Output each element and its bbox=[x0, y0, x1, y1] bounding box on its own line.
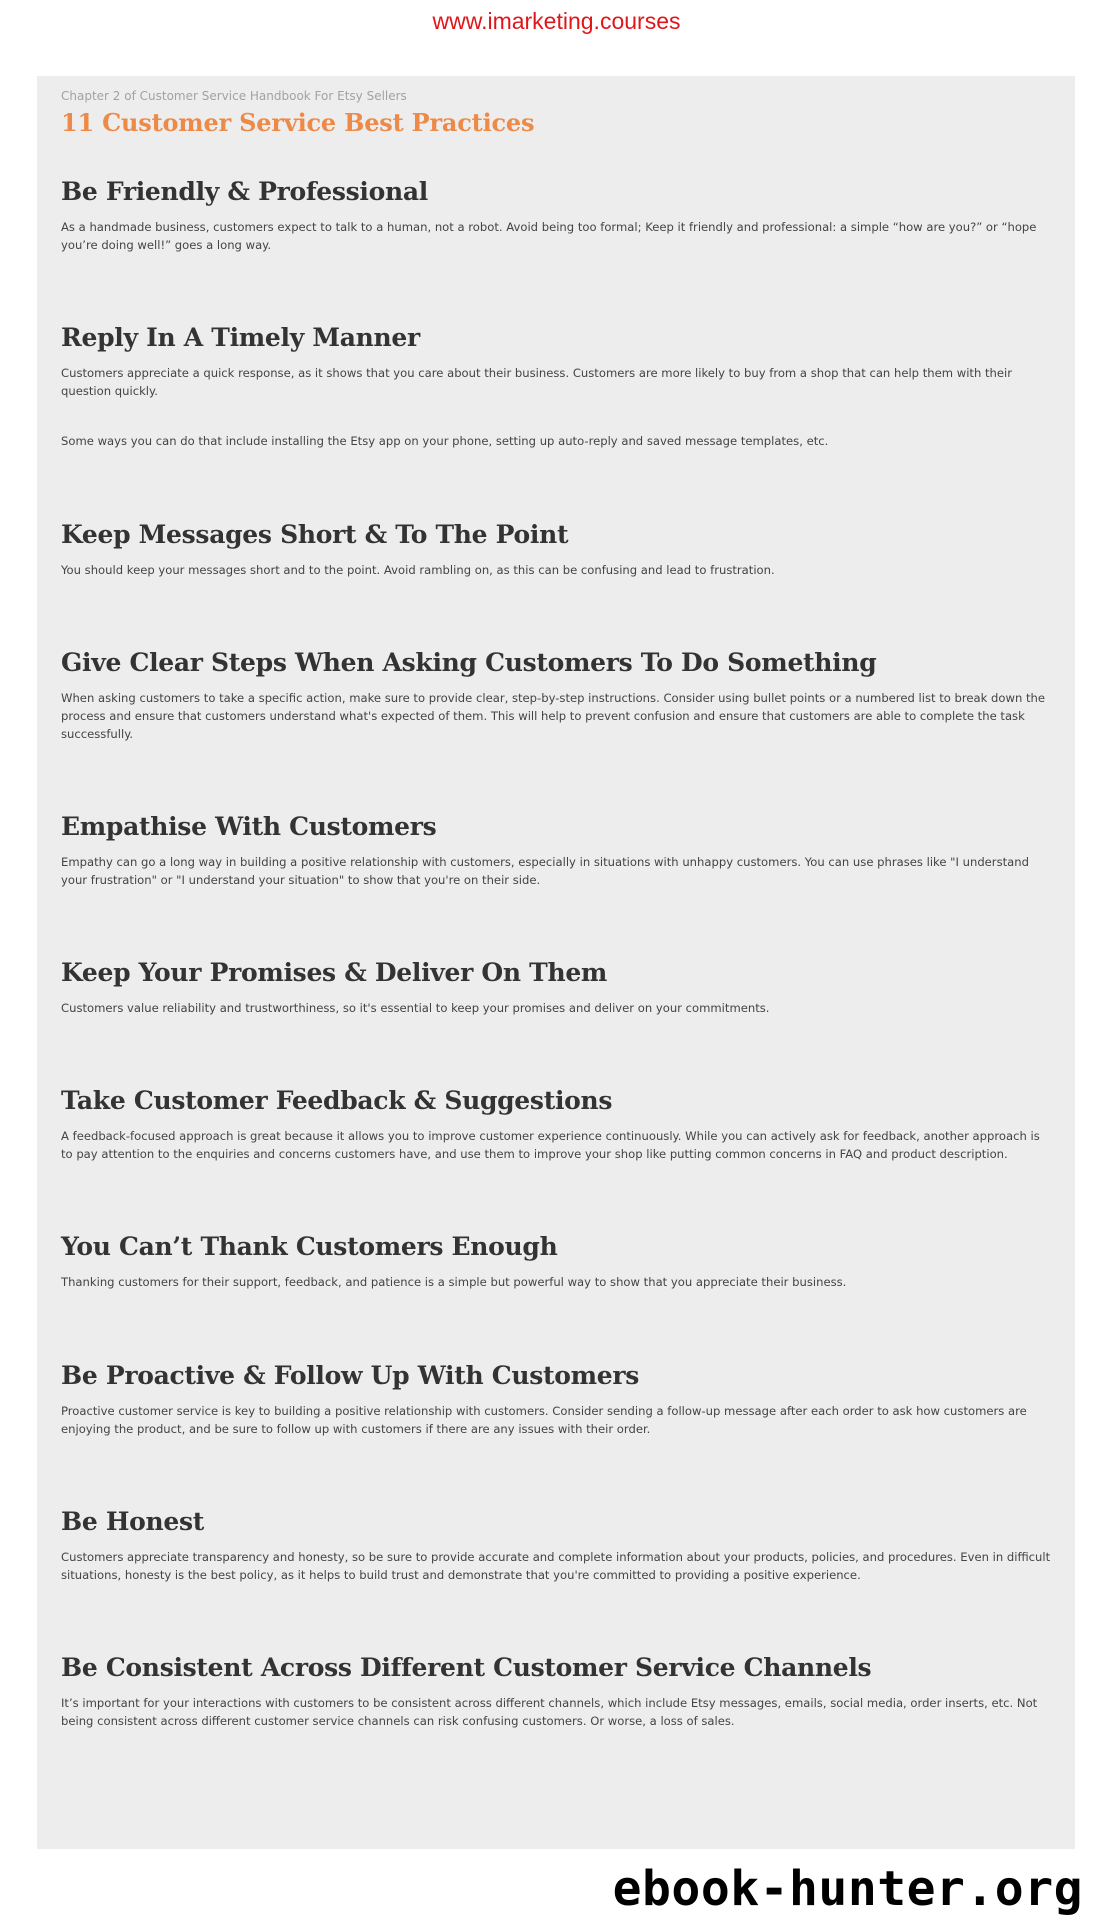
section-heading: Give Clear Steps When Asking Customers To Do Something bbox=[61, 648, 877, 677]
section-paragraph: As a handmade business, customers expect to talk to a human, not a robot. Avoid being too formal; Keep it friendly and professional: a simple “how are you?” or “hope you’re doing well!” goes a long way. bbox=[61, 220, 1037, 252]
page-title: 11 Customer Service Best Practices bbox=[61, 108, 535, 137]
section-paragraph: You should keep your messages short and to the point. Avoid rambling on, as this can be confusing and lead to frustration. bbox=[61, 563, 775, 577]
section-be-honest bbox=[61, 1506, 1051, 1584]
section-paragraph: Customers value reliability and trustworthiness, so it's essential to keep your promises and deliver on your commitments. bbox=[61, 1001, 770, 1015]
section-heading: Be Proactive & Follow Up With Customers bbox=[61, 1361, 640, 1390]
section-heading: Keep Messages Short & To The Point bbox=[61, 520, 569, 549]
section-heading: Be Honest bbox=[61, 1507, 205, 1536]
section-paragraph: Empathy can go a long way in building a positive relationship with customers, especially in situations with unhappy customers. You can use phrases like "I understand your frustration" or "I understand your situation" to show that you're on their side. bbox=[61, 855, 1029, 887]
section-heading: Take Customer Feedback & Suggestions bbox=[61, 1086, 613, 1115]
section-heading: Be Friendly & Professional bbox=[61, 177, 428, 206]
section-heading: Reply In A Timely Manner bbox=[61, 323, 420, 352]
section-empathise bbox=[61, 811, 1051, 889]
section-thank-customers bbox=[61, 1231, 1051, 1291]
section-heading: You Can’t Thank Customers Enough bbox=[61, 1232, 558, 1261]
section-friendly-professional bbox=[61, 176, 1051, 254]
section-paragraph: It’s important for your interactions with customers to be consistent across different channels, which include Etsy messages, emails, social media, order inserts, etc. Not being consistent across different customer service channels can risk confusing customers. Or worse, a loss of sales. bbox=[61, 1696, 1038, 1728]
section-paragraph: Thanking customers for their support, feedback, and patience is a simple but powerful way to show that you appreciate their business. bbox=[61, 1275, 847, 1289]
section-paragraph: Customers appreciate a quick response, as it shows that you care about their business. Customers are more likely to buy from a shop that can help them with their question quickly. bbox=[61, 366, 1013, 398]
section-consistent-channels bbox=[61, 1652, 1051, 1730]
section-paragraph: A feedback-focused approach is great because it allows you to improve customer experience continuously. While you can actively ask for feedback, another approach is to pay attention to the enquiries and concerns customers have, and use them to improve your shop like putting common concerns in FAQ and product description. bbox=[61, 1129, 1040, 1161]
content-panel bbox=[37, 76, 1075, 1849]
site-watermark: www.imarketing.courses bbox=[432, 8, 681, 34]
section-heading: Empathise With Customers bbox=[61, 812, 437, 841]
section-paragraph: Customers appreciate transparency and honesty, so be sure to provide accurate and complete information about your products, policies, and procedures. Even in difficult situations, honesty is the best policy, as it helps to build trust and demonstrate that you're committed to providing a positive experience. bbox=[61, 1550, 1051, 1582]
section-clear-steps bbox=[61, 647, 1051, 743]
section-heading: Keep Your Promises & Deliver On Them bbox=[61, 958, 608, 987]
section-timely-reply bbox=[61, 322, 1051, 450]
section-keep-promises bbox=[61, 957, 1051, 1017]
section-paragraph: Some ways you can do that include installing the Etsy app on your phone, setting up auto-reply and saved message templates, etc. bbox=[61, 434, 829, 448]
chapter-label: Chapter 2 of Customer Service Handbook For Etsy Sellers bbox=[61, 89, 407, 103]
section-short-messages bbox=[61, 519, 1051, 579]
section-customer-feedback bbox=[61, 1085, 1051, 1163]
section-paragraph: Proactive customer service is key to building a positive relationship with customers. Consider sending a follow-up message after each order to ask how customers are enjoying the product, and be sure to follow up with customers if there are any issues with their order. bbox=[61, 1404, 1027, 1436]
section-heading: Be Consistent Across Different Customer Service Channels bbox=[61, 1653, 872, 1682]
section-paragraph: When asking customers to take a specific action, make sure to provide clear, step-by-step instructions. Consider using bullet points or a numbered list to break down the process and ensure that customers understand what's expected of them. This will help to prevent confusion and ensure that customers are able to complete the task successfully. bbox=[61, 691, 1046, 741]
section-proactive-follow-up bbox=[61, 1360, 1051, 1438]
footer-watermark: ebook-hunter.org bbox=[605, 1859, 1091, 1919]
